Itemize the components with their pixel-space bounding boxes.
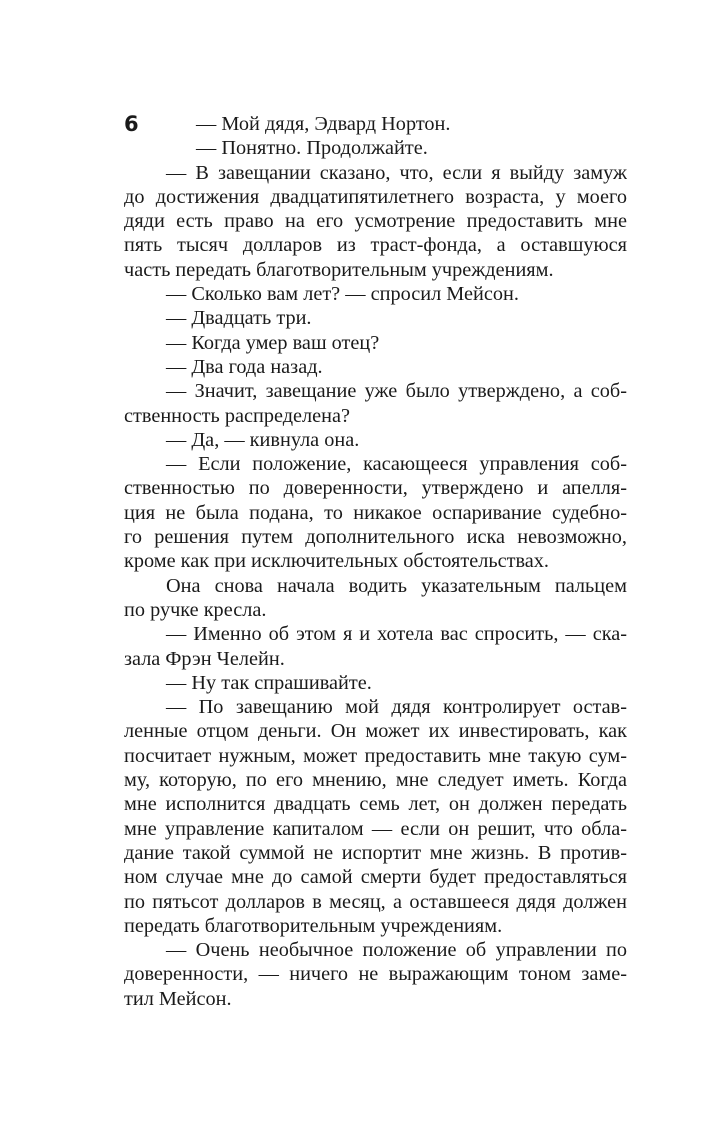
text-line: ном случае мне до самой смерти будет предоставляться [124, 866, 627, 889]
text-line: кроме как при исключительных обстоятельствах. [124, 550, 549, 573]
page-number: 6 [124, 112, 139, 136]
paragraph [124, 112, 627, 136]
paragraph [124, 695, 627, 938]
text-line: до достижения двадцатипятилетнего возраста, у моего [124, 185, 627, 208]
paragraph [124, 282, 627, 306]
text-line: — По завещанию мой дядя контролирует остав- [166, 696, 627, 719]
text-line: го решения путем дополнительного иска невозможно, [124, 526, 627, 549]
text-line: посчитает нужным, может предоставить мне такую сум- [124, 744, 627, 767]
text-line: передать благотворительным учреждениям. [124, 914, 503, 937]
text-line: — Ну так спрашивайте. [166, 671, 372, 694]
text-line: по ручке кресла. [124, 598, 267, 621]
text-line: — Два года назад. [166, 355, 323, 378]
paragraph [124, 938, 627, 1011]
text-line: — Значит, завещание уже было утверждено, а соб- [166, 380, 627, 403]
text-line: ственностью по доверенности, утверждено и апелля- [124, 477, 627, 500]
text-line: — Сколько вам лет? — спросил Мейсон. [166, 283, 519, 306]
paragraph [124, 428, 627, 452]
text-line: часть передать благотворительным учреждениям. [124, 258, 554, 281]
text-line: доверенности, — ничего не выражающим тоном заме- [124, 963, 627, 986]
paragraph [124, 574, 627, 623]
text-line: Она снова начала водить указательным пальцем [166, 574, 627, 597]
text-line: дяди есть право на его усмотрение предоставить мне [124, 210, 627, 233]
text-line: му, которую, по его мнению, мне следует иметь. Когда [124, 769, 627, 792]
text-line: тил Мейсон. [124, 987, 232, 1010]
text-line: — Да, — кивнула она. [166, 428, 360, 451]
paragraph [124, 622, 627, 671]
text-line: ция не была подана, то никакое оспаривание судебно- [124, 501, 627, 524]
text-line: ственность распределена? [124, 404, 351, 427]
text-line: — Если положение, касающееся управления соб- [166, 453, 627, 476]
paragraph [124, 161, 627, 282]
text-line: — Когда умер ваш отец? [166, 331, 380, 354]
paragraph [124, 355, 627, 379]
paragraph [124, 379, 627, 428]
text-column [124, 112, 627, 1011]
text-line: — Двадцать три. [166, 307, 312, 330]
text-line: — Именно об этом я и хотела вас спросить, — ска- [166, 623, 627, 646]
text-line: зала Фрэн Челейн. [124, 647, 285, 670]
paragraph [124, 306, 627, 330]
text-line: дание такой суммой не испортит мне жизнь. В против- [124, 841, 627, 864]
text-line: — В завещании сказано, что, если я выйду замуж [166, 161, 627, 184]
text-line: — Очень необычное положение об управлении по [166, 939, 627, 962]
text-line: мне управление капиталом — если он решит, что обла- [124, 817, 627, 840]
text-line: мне исполнится двадцать семь лет, он должен передать [124, 793, 627, 816]
text-line: пять тысяч долларов из траст-фонда, а оставшуюся [124, 234, 627, 257]
paragraph [124, 452, 627, 573]
text-line: — Понятно. Продолжайте. [196, 137, 428, 160]
text-line: ленные отцом деньги. Он может их инвестировать, как [124, 720, 627, 743]
text-line: по пятьсот долларов в месяц, а оставшееся дядя должен [124, 890, 627, 913]
paragraph [124, 331, 627, 355]
paragraph [124, 671, 627, 695]
text-line: — Мой дядя, Эдвард Нортон. [196, 113, 451, 135]
paragraph [124, 136, 627, 160]
